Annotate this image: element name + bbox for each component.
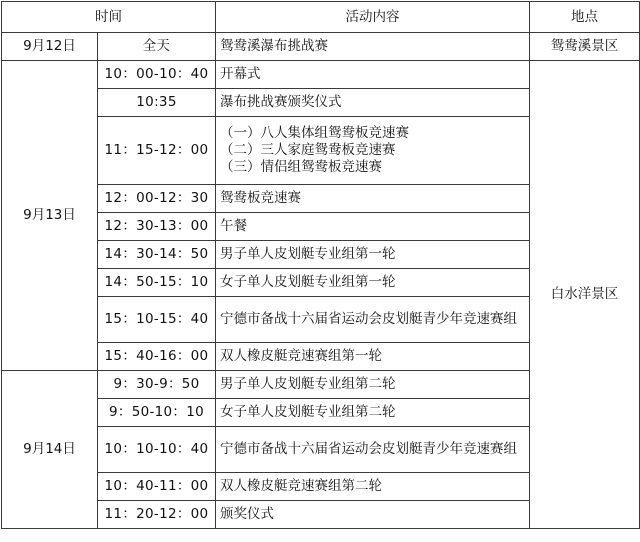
header-time: 时间 (2, 2, 216, 33)
content-cell: 开幕式 (216, 61, 530, 89)
content-cell: 鸳鸯溪瀑布挑战赛 (216, 33, 530, 61)
time-cell: 10：00-10：40 (98, 61, 216, 89)
place-cell: 白水洋景区 (530, 61, 640, 529)
content-cell: （一）八人集体组鸳鸯板竞速赛 （二）三人家庭鸳鸯板竞速赛 （三）情侣组鸳鸯板竞速赛 (216, 117, 530, 185)
time-cell: 11：20-12：00 (98, 501, 216, 529)
header-row (2, 2, 640, 33)
content-cell: 女子单人皮划艇专业组第一轮 (216, 269, 530, 297)
time-cell: 全天 (98, 33, 216, 61)
time-cell: 11：15-12：00 (98, 117, 216, 185)
content-cell: 双人橡皮艇竞速赛组第二轮 (216, 473, 530, 501)
time-cell: 10:35 (98, 89, 216, 117)
time-cell: 12：30-13：00 (98, 213, 216, 241)
schedule-table (1, 1, 640, 529)
content-cell: 午餐 (216, 213, 530, 241)
table-row (2, 61, 640, 89)
time-cell: 15：10-15：40 (98, 297, 216, 343)
date-cell: 9月12日 (2, 33, 98, 61)
place-cell: 鸳鸯溪景区 (530, 33, 640, 61)
time-cell: 15：40-16：00 (98, 343, 216, 371)
content-cell: 鸳鸯板竞速赛 (216, 185, 530, 213)
header-place: 地点 (530, 2, 640, 33)
time-cell: 14：30-14：50 (98, 241, 216, 269)
content-cell: 宁德市备战十六届省运动会皮划艇青少年竞速赛组 (216, 427, 530, 473)
content-cell: 双人橡皮艇竞速赛组第一轮 (216, 343, 530, 371)
header-content: 活动内容 (216, 2, 530, 33)
content-cell: 颁奖仪式 (216, 501, 530, 529)
date-cell: 9月14日 (2, 371, 98, 529)
time-cell: 12：00-12：30 (98, 185, 216, 213)
content-cell: 女子单人皮划艇专业组第二轮 (216, 399, 530, 427)
time-cell: 14：50-15：10 (98, 269, 216, 297)
time-cell: 10：40-11：00 (98, 473, 216, 501)
table-row (2, 33, 640, 61)
time-cell: 10：10-10：40 (98, 427, 216, 473)
time-cell: 9：30-9：50 (98, 371, 216, 399)
content-cell: 瀑布挑战赛颁奖仪式 (216, 89, 530, 117)
date-cell: 9月13日 (2, 61, 98, 371)
content-cell: 男子单人皮划艇专业组第一轮 (216, 241, 530, 269)
content-cell: 宁德市备战十六届省运动会皮划艇青少年竞速赛组 (216, 297, 530, 343)
content-cell: 男子单人皮划艇专业组第二轮 (216, 371, 530, 399)
time-cell: 9：50-10：10 (98, 399, 216, 427)
